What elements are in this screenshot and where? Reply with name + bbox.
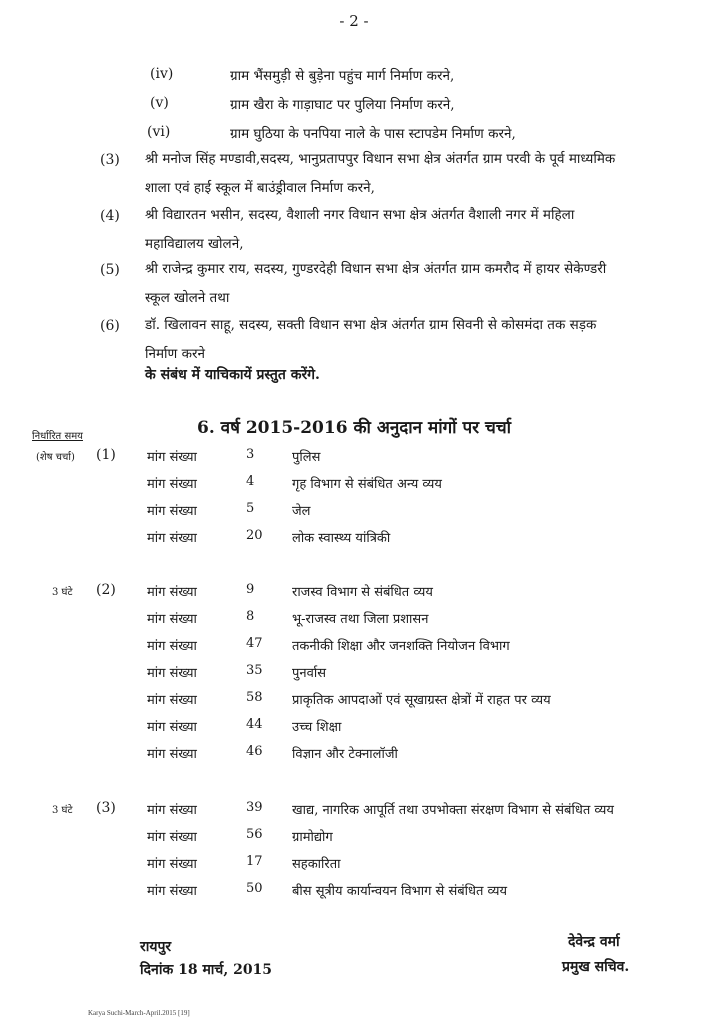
item-number: (3)	[100, 152, 120, 168]
demand-name: पुनर्वास	[292, 666, 326, 681]
demand-label: मांग संख्या	[147, 803, 197, 818]
page-number: - 2 -	[339, 12, 369, 30]
demand-number: 50	[246, 881, 263, 896]
demand-name: बीस सूत्रीय कार्यान्वयन विभाग से संबंधित व्यय	[292, 884, 508, 899]
item-line: महाविद्यालय खोलने,	[145, 236, 244, 252]
item-number: (4)	[100, 208, 120, 224]
demand-number: 3	[246, 447, 255, 462]
group-number: (3)	[96, 800, 116, 816]
demand-number: 8	[246, 609, 255, 624]
demand-label: मांग संख्या	[147, 450, 197, 465]
item-number: (6)	[100, 318, 120, 334]
demand-label: मांग संख्या	[147, 612, 197, 627]
sub-item-text: ग्राम घुठिया के पनपिया नाले के पास स्टापडेम निर्माण करने,	[230, 126, 516, 142]
demand-label: मांग संख्या	[147, 720, 197, 735]
date: दिनांक 18 मार्च, 2015	[140, 962, 273, 978]
demand-label: मांग संख्या	[147, 477, 197, 492]
item-line: स्कूल खोलने तथा	[145, 290, 230, 306]
footer-reference: Karya Suchi-March-April.2015 [19]	[88, 1009, 190, 1017]
demand-label: मांग संख्या	[147, 585, 197, 600]
section-title: 6. वर्ष 2015-2016 की अनुदान मांगों पर चर्चा	[196, 418, 512, 438]
demand-name: भू-राजस्व तथा जिला प्रशासन	[292, 612, 429, 627]
demand-number: 44	[246, 717, 263, 732]
item-text	[145, 145, 685, 203]
demand-number: 17	[246, 854, 263, 869]
demand-name: लोक स्वास्थ्य यांत्रिकी	[292, 531, 391, 546]
item-line: श्री मनोज सिंह मण्डावी,सदस्य, भानुप्रतापपुर विधान सभा क्षेत्र अंतर्गत ग्राम परवी के पूर्व माध्यमिक	[145, 151, 616, 167]
demand-name: ग्रामोद्योग	[292, 830, 333, 845]
demand-number: 9	[246, 582, 255, 597]
demand-label: मांग संख्या	[147, 531, 197, 546]
item-line: डॉ. खिलावन साहू, सदस्य, सक्ती विधान सभा क्षेत्र अंतर्गत ग्राम सिवनी से कोसमंदा तक सड़क	[145, 317, 597, 333]
demand-number: 58	[246, 690, 263, 705]
demand-label: मांग संख्या	[147, 884, 197, 899]
demand-number: 47	[246, 636, 263, 651]
sub-item-text: ग्राम खैरा के गाड़ाघाट पर पुलिया निर्माण करने,	[230, 97, 455, 113]
sub-item-text: ग्राम भैंसमुड़ी से बुड़ेना पहुंच मार्ग निर्माण करने,	[230, 68, 455, 84]
demand-name: पुलिस	[292, 450, 321, 465]
place: रायपुर	[140, 939, 172, 955]
allotted-time-header: निर्धारित समय	[32, 431, 83, 442]
demand-name: जेल	[292, 504, 311, 519]
item-line: श्री विद्यारतन भसीन, सदस्य, वैशाली नगर विधान सभा क्षेत्र अंतर्गत वैशाली नगर में महिला	[145, 207, 575, 223]
demand-label: मांग संख्या	[147, 504, 197, 519]
demand-label: मांग संख्या	[147, 857, 197, 872]
demand-name: सहकारिता	[292, 857, 341, 872]
demand-label: मांग संख्या	[147, 639, 197, 654]
demand-name: विज्ञान और टेक्नालॉजी	[292, 747, 398, 762]
demand-number: 5	[246, 501, 255, 516]
group-time: (शेष चर्चा)	[36, 452, 75, 463]
group-number: (1)	[96, 447, 116, 463]
demand-name: राजस्व विभाग से संबंधित व्यय	[292, 585, 433, 600]
demand-name: उच्च शिक्षा	[292, 720, 342, 735]
demand-number: 4	[246, 474, 255, 489]
demand-label: मांग संख्या	[147, 693, 197, 708]
demand-number: 20	[246, 528, 263, 543]
demand-label: मांग संख्या	[147, 666, 197, 681]
demand-name: खाद्य, नागरिक आपूर्ति तथा उपभोक्ता संरक्षण विभाग से संबंधित व्यय	[292, 803, 614, 818]
sub-item-number: (vi)	[147, 124, 171, 140]
group-number: (2)	[96, 582, 116, 598]
demand-number: 35	[246, 663, 263, 678]
signatory-title: प्रमुख सचिव.	[562, 959, 630, 975]
item-line: श्री राजेन्द्र कुमार राय, सदस्य, गुण्डरदेही विधान सभा क्षेत्र अंतर्गत ग्राम कमरौद में हायर सेकेण्डरी	[145, 261, 607, 277]
item-text	[145, 255, 685, 313]
demand-name: प्राकृतिक आपदाओं एवं सूखाग्रस्त क्षेत्रों में राहत पर व्यय	[292, 693, 551, 708]
demand-name: गृह विभाग से संबंधित अन्य व्यय	[292, 477, 442, 492]
item-line: निर्माण करने	[145, 346, 205, 362]
signatory-name: देवेन्द्र वर्मा	[568, 934, 620, 950]
petition-conclusion: के संबंध में याचिकायें प्रस्तुत करेंगे.	[145, 367, 320, 383]
item-text	[145, 201, 685, 259]
item-line: शाला एवं हाई स्कूल में बाउंड्रीवाल निर्माण करने,	[145, 180, 375, 196]
sub-item-number: (iv)	[150, 66, 174, 82]
demand-label: मांग संख्या	[147, 830, 197, 845]
demand-number: 56	[246, 827, 263, 842]
demand-label: मांग संख्या	[147, 747, 197, 762]
sub-item-number: (v)	[150, 95, 169, 111]
demand-number: 46	[246, 744, 263, 759]
group-time: 3 घंटे	[52, 805, 73, 816]
group-time: 3 घंटे	[52, 587, 73, 598]
demand-number: 39	[246, 800, 263, 815]
demand-name: तकनीकी शिक्षा और जनशक्ति नियोजन विभाग	[292, 639, 510, 654]
item-text	[145, 311, 685, 369]
item-number: (5)	[100, 262, 120, 278]
